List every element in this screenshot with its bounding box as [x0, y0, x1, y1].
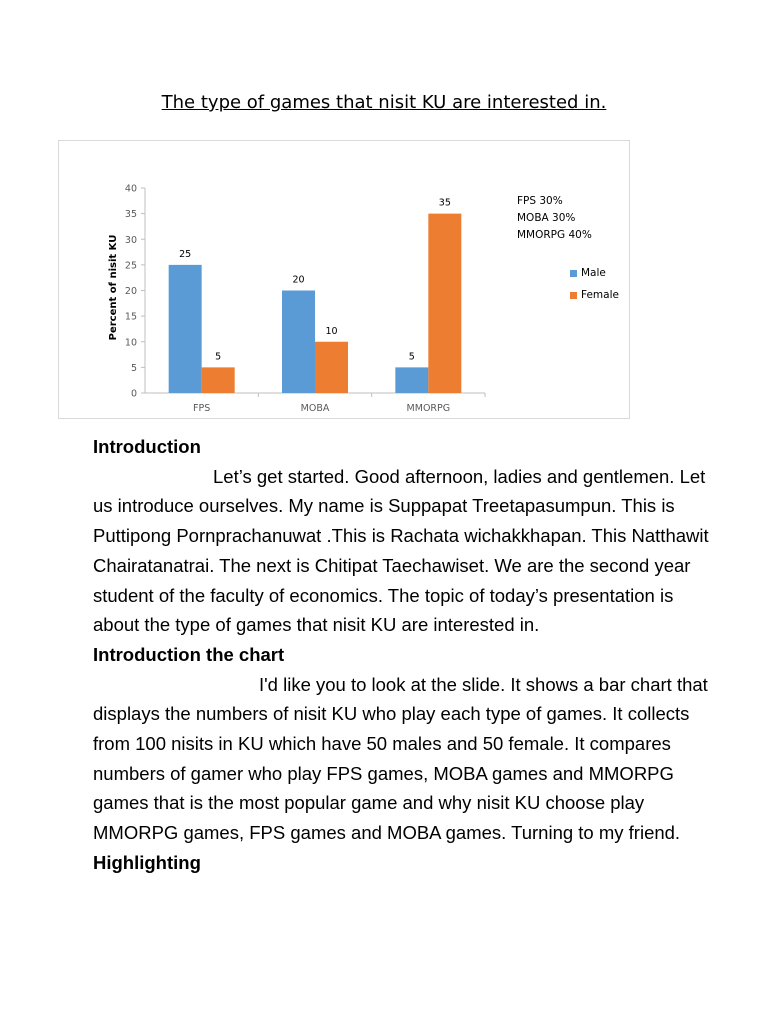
data-label-female-fps: 5 [215, 351, 222, 363]
data-label-male-fps: 25 [179, 248, 192, 260]
data-label-male-moba: 20 [292, 274, 305, 286]
bar-female-fps [202, 367, 235, 393]
y-tick-label: 5 [130, 362, 137, 374]
legend-item-male [570, 262, 619, 284]
y-tick-label: 30 [124, 234, 137, 246]
bar-male-moba [282, 291, 315, 394]
document-title: The type of games that nisit KU are interested in. [161, 92, 607, 113]
y-tick-label: 0 [130, 388, 137, 400]
y-tick-label: 15 [124, 311, 137, 323]
data-label-female-mmorpg: 35 [438, 197, 451, 209]
y-tick-label: 35 [124, 209, 137, 221]
annotation-mmorpg: MMORPG 40% [517, 229, 592, 241]
legend-swatch-female [570, 292, 577, 299]
bar-female-mmorpg [428, 214, 461, 393]
paragraph-introduction [93, 462, 713, 640]
annotation-fps: FPS 30% [517, 195, 563, 207]
data-label-female-moba: 10 [325, 325, 338, 337]
bar-chart-svg [59, 141, 629, 418]
legend-label-male: Male [581, 267, 606, 279]
bar-male-fps [169, 265, 202, 393]
paragraph-introduction-chart [93, 670, 713, 848]
chart-annotation [517, 193, 592, 244]
bar-male-mmorpg [395, 367, 428, 393]
document-body [93, 432, 713, 878]
x-tick-label: FPS [193, 403, 211, 414]
bar-female-moba [315, 342, 348, 393]
y-tick-label: 40 [124, 183, 137, 195]
legend-swatch-male [570, 270, 577, 277]
annotation-moba: MOBA 30% [517, 212, 576, 224]
x-tick-label: MMORPG [406, 403, 451, 414]
chart-legend [570, 262, 619, 306]
bar-chart [58, 140, 630, 419]
paragraph-introduction-text: Let’s get started. Good afternoon, ladies and gentlemen. Let us introduce ourselves. My name is Suppapat Treetapasumpun. This is Puttipong Pornprachanuwat .This is Rachata wichakkhapan. This Natthawit Chairatanatrai. The next is Chitipat Taechawiset. We are the second year student of the faculty of economics. The topic of today’s presentation is about the type of games that nisit KU are interested in. [93, 465, 709, 636]
legend-label-female: Female [581, 289, 619, 301]
heading-introduction-chart: Introduction the chart [93, 643, 285, 665]
y-axis-title: Percent of nisit KU [108, 234, 119, 341]
data-label-male-mmorpg: 5 [408, 351, 415, 363]
y-tick-label: 20 [124, 286, 137, 297]
y-tick-label: 10 [124, 337, 137, 349]
y-tick-label: 25 [124, 260, 137, 272]
legend-item-female [570, 284, 619, 306]
heading-highlighting: Highlighting [93, 851, 201, 873]
heading-introduction: Introduction [93, 436, 201, 457]
paragraph-introduction-chart-text: I'd like you to look at the slide. It shows a bar chart that displays the numbers of nisit KU who play each type of games. It collects from 100 nisits in KU which have 50 males and 50 female. It compares numbers of gamer who play FPS games, MOBA games and MMORPG games that is the most popular game and why nisit KU choose play MMORPG games, FPS games and MOBA games. Turning to my friend. [93, 673, 708, 844]
x-tick-label: MOBA [300, 403, 330, 414]
